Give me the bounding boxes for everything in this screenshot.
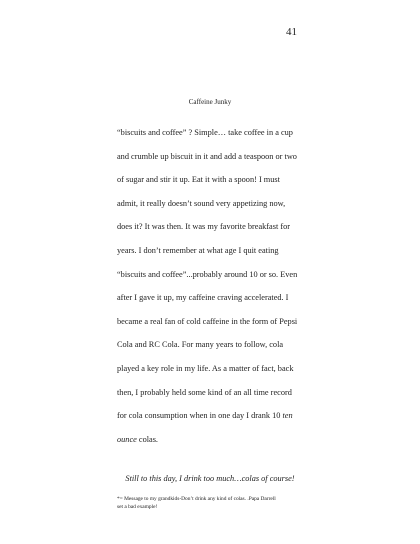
body-line: Cola and RC Cola. For many years to follow, cola	[117, 340, 284, 350]
footnote-line: set a bad example!	[117, 504, 158, 510]
body-line-last	[117, 428, 323, 452]
body-line: “biscuits and coffee”...probably around 10 or so. Even	[117, 269, 298, 279]
body-line-tail: colas.	[136, 434, 159, 444]
body-line-with-italic	[117, 404, 323, 428]
italic-word: ounce	[117, 434, 137, 444]
body-line: years. I don’t remember at what age I quit eating	[117, 245, 279, 255]
body-line: does it? It was then. It was my favorite breakfast for	[117, 222, 291, 232]
body-line: of sugar and stir it up. Eat it with a spoon! I must	[117, 175, 280, 185]
body-line: then, I probably held some kind of an all time record	[117, 387, 292, 397]
footnote	[117, 495, 317, 511]
body-paragraph	[117, 121, 323, 451]
italic-word: ten	[282, 411, 293, 421]
body-line: after I gave it up, my caffeine craving accelerated. I	[117, 293, 289, 303]
running-head: Caffeine Junky	[188, 98, 232, 106]
page-number: 41	[286, 26, 297, 38]
closing-line: Still to this day, I drink too much…colas of course!	[125, 474, 295, 483]
body-line: “biscuits and coffee” ? Simple… take coffee in a cup	[117, 128, 293, 137]
body-line-text: for cola consumption when in one day I drank 10	[117, 411, 281, 421]
body-line: played a key role in my life. As a matter of fact, back	[117, 363, 294, 373]
body-line: became a real fan of cold caffeine in the form of Pepsi	[117, 316, 298, 326]
body-line: admit, it really doesn’t sound very appetizing now,	[117, 198, 286, 208]
body-line: and crumble up biscuit in it and add a teaspoon or two	[117, 151, 297, 161]
footnote-line: *= Message to my grandkids-Don’t drink any kind of colas. .Papa Darrell	[117, 496, 276, 502]
